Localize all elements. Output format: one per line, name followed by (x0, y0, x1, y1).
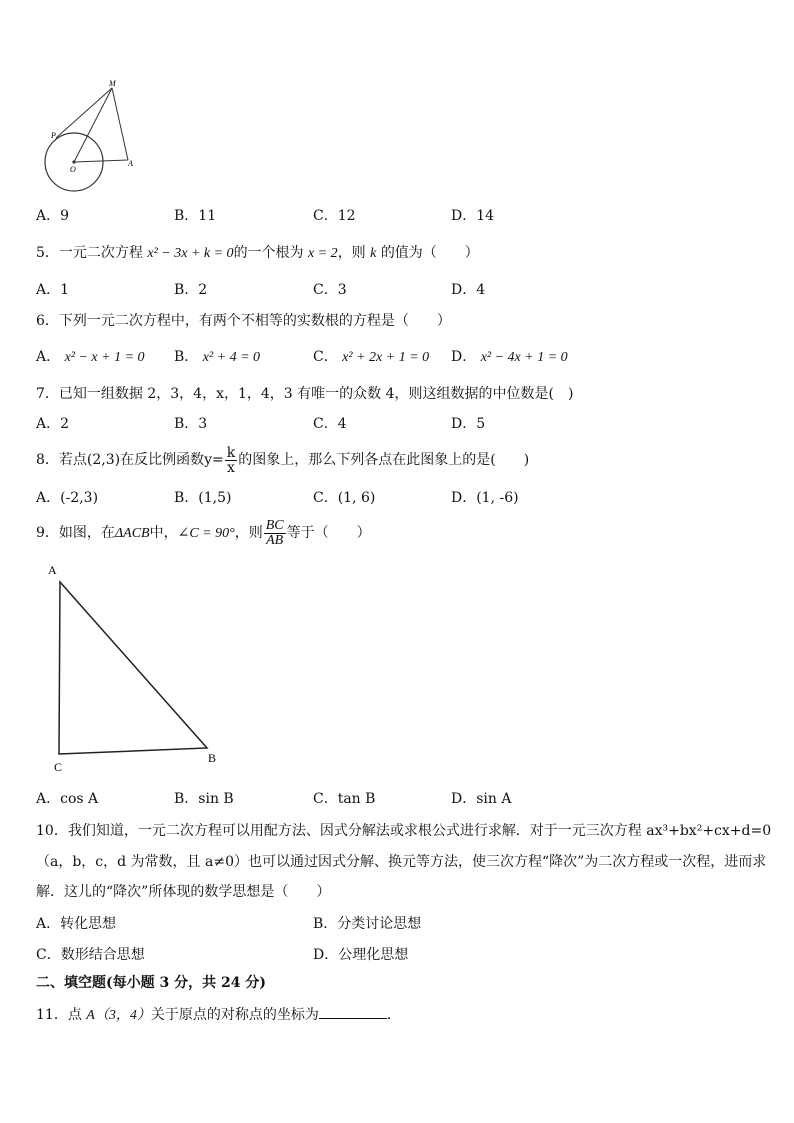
section-2-title: 二、填空题(每小题 3 分，共 24 分) (36, 975, 266, 991)
q9-question (36, 516, 371, 551)
q10-line-1: 10．我们知道，一元二次方程可以用配方法、因式分解法或求根公式进行求解．对于一元三次方程 ax³+bx²+cx+d=0 (36, 823, 772, 839)
q11-answer-blank[interactable] (319, 1004, 387, 1019)
q6-letter-a: A． (36, 349, 61, 365)
q7-option-d[interactable]: D．5 (451, 416, 486, 432)
q5-number: 5． (36, 245, 59, 261)
q6-option-c[interactable] (313, 348, 429, 367)
q6-question: 6．下列一元二次方程中，有两个不相等的实数根的方程是（ ） (36, 313, 451, 329)
q5-root: x = 2 (308, 246, 338, 261)
q6-letter-d: D． (451, 349, 477, 365)
q5-post1: ，则 (337, 245, 366, 261)
label-p: P (51, 131, 56, 140)
q5-question (36, 244, 479, 263)
q5-option-a[interactable]: A．1 (36, 282, 70, 298)
label-a: A (48, 563, 57, 577)
q9-angle: ∠C = 90° (177, 526, 235, 541)
q5-equation: x² − 3x + k = 0 (147, 246, 234, 261)
q4-option-c[interactable]: C．12 (313, 208, 356, 224)
q11-pre: 11．点 (36, 1007, 82, 1023)
q5-option-d[interactable]: D．4 (451, 282, 486, 298)
q6-eq-c: x² + 2x + 1 = 0 (342, 350, 430, 365)
q7-question: 7．已知一组数据 2，3，4，x，1，4，3 有唯一的众数 4，则这组数据的中位数是( ) (36, 386, 574, 402)
q6-eq-a: x² − x + 1 = 0 (64, 350, 145, 365)
q10-line-2: （a，b，c，d 为常数，且 a≠0）也可以通过因式分解、换元等方法，使三次方程“降次”为二次方程或一次程，进而求 (36, 854, 767, 870)
q9-post: 等于（ ） (286, 525, 371, 541)
q4-option-b[interactable]: B．11 (174, 208, 217, 224)
label-m: M (109, 79, 116, 88)
q6-option-d[interactable] (451, 348, 568, 367)
q9-option-d[interactable]: D．sin A (451, 791, 512, 807)
q9-mid: 中， (149, 525, 178, 541)
q5-k: k (370, 246, 377, 261)
q8-option-c[interactable]: C．(1, 6) (313, 490, 376, 506)
q8-den: x (227, 459, 235, 476)
q8-y: y= (204, 452, 224, 468)
q10-option-c[interactable]: C．数形结合思想 (36, 947, 145, 963)
q9-den: AB (266, 532, 284, 548)
q8-pre: 8．若点(2,3)在反比例函数 (36, 452, 205, 468)
q9-num: BC (265, 517, 284, 533)
segment-pm (56, 88, 112, 138)
q7-option-b[interactable]: B．3 (174, 416, 208, 432)
q11-point: A（3，4） (86, 1008, 151, 1023)
right-triangle-figure (40, 560, 230, 780)
q8-post: 的图象上，那么下列各点在此图象上的是( ) (238, 452, 530, 468)
q8-fraction (225, 446, 237, 475)
q5-pre: 一元二次方程 (58, 245, 143, 261)
q10-option-b[interactable]: B．分类讨论思想 (313, 916, 422, 932)
segment-ma (112, 88, 128, 160)
q5-option-c[interactable]: C．3 (313, 282, 347, 298)
q9-pre: 9．如图，在 (36, 525, 115, 541)
label-b: B (208, 751, 217, 765)
q4-option-d[interactable]: D．14 (451, 208, 495, 224)
q9-option-b[interactable]: B．sin B (174, 791, 234, 807)
label-a: A (128, 159, 133, 168)
q8-question (36, 444, 529, 476)
triangle-acb (59, 582, 207, 754)
q9-fraction (264, 519, 286, 548)
q11-end: ． (386, 1007, 401, 1023)
q11-question (36, 1004, 401, 1025)
q9-mid2: ，则 (234, 525, 263, 541)
q4-option-a[interactable]: A．9 (36, 208, 70, 224)
q6-letter-c: C． (313, 349, 338, 365)
q5-option-b[interactable]: B．2 (174, 282, 208, 298)
q10-option-a[interactable]: A．转化思想 (36, 916, 117, 932)
q6-eq-d: x² − 4x + 1 = 0 (480, 350, 568, 365)
q7-option-c[interactable]: C．4 (313, 416, 347, 432)
q9-option-c[interactable]: C．tan B (313, 791, 376, 807)
segment-om (74, 88, 112, 162)
point-o (72, 160, 75, 163)
q8-num: k (226, 444, 236, 461)
q11-post: 关于原点的对称点的坐标为 (150, 1007, 319, 1023)
q8-option-b[interactable]: B．(1,5) (174, 490, 232, 506)
segment-oa (74, 160, 128, 162)
label-o: O (70, 165, 76, 174)
q8-option-d[interactable]: D．(1, -6) (451, 490, 519, 506)
q5-mid: 的一个根为 (233, 245, 304, 261)
q6-option-a[interactable] (36, 348, 145, 367)
q6-letter-b: B． (174, 349, 199, 365)
q10-line-3: 解．这儿的“降次”所体现的数学思想是（ ） (36, 884, 331, 900)
q8-option-a[interactable]: A．(-2,3) (36, 490, 99, 506)
circle-tangent-figure (36, 74, 146, 196)
q6-eq-b: x² + 4 = 0 (202, 350, 261, 365)
q9-triangle: ΔACB (114, 526, 150, 541)
q10-option-d[interactable]: D．公理化思想 (313, 947, 409, 963)
label-c: C (54, 760, 63, 774)
q7-option-a[interactable]: A．2 (36, 416, 70, 432)
q5-post2: 的值为（ ） (380, 245, 479, 261)
q6-option-b[interactable] (174, 348, 260, 367)
q9-option-a[interactable]: A．cos A (36, 791, 99, 807)
